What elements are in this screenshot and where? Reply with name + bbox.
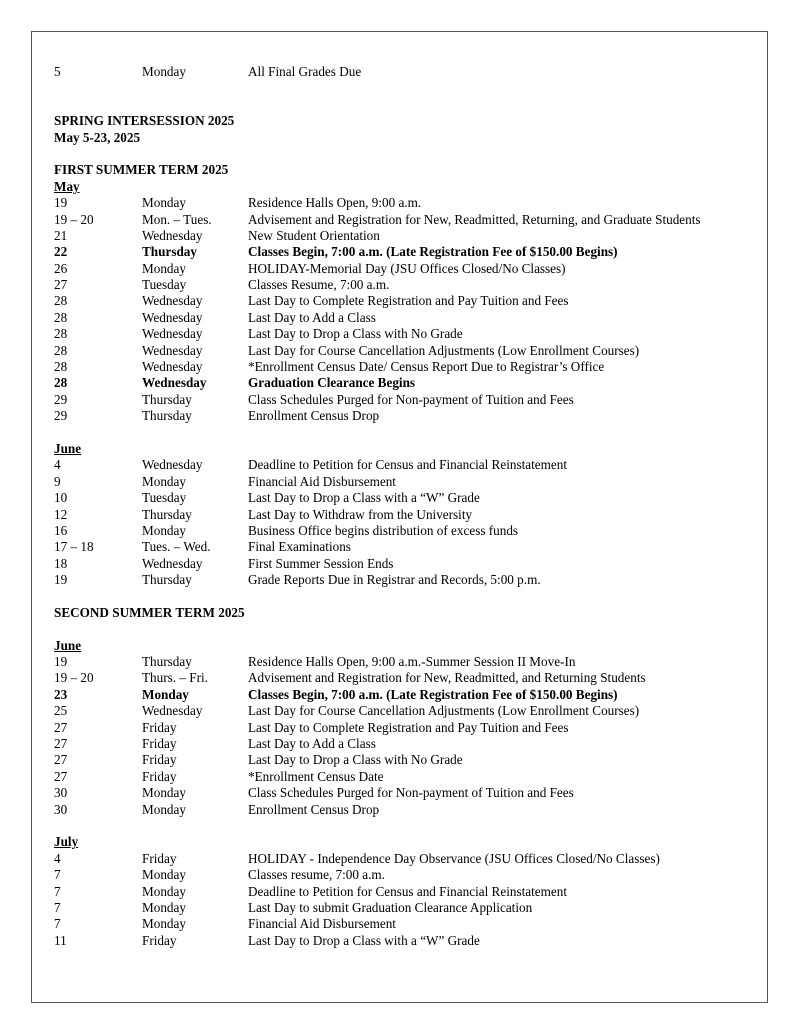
row-day: Monday: [142, 916, 186, 932]
row-event: Last Day to Drop a Class with No Grade: [248, 326, 463, 342]
row-day: Monday: [142, 64, 186, 79]
calendar-row: [54, 261, 764, 277]
row-day: Monday: [142, 801, 186, 817]
row-date: 18: [54, 555, 68, 571]
spacer: [54, 146, 764, 162]
first-summer-may-rows: [54, 195, 764, 424]
calendar-row: [54, 687, 764, 703]
row-date: 19 – 20: [54, 670, 94, 686]
row-day: Mon. – Tues.: [142, 211, 212, 227]
spring-intersession-dates: May 5-23, 2025: [54, 129, 141, 145]
calendar-row: [54, 343, 764, 359]
spacer: [54, 818, 764, 834]
calendar-row: [54, 392, 764, 408]
row-day: Thursday: [142, 654, 192, 670]
row-event: *Enrollment Census Date/ Census Report Due to Registrar’s Office: [248, 359, 605, 375]
row-day: Tues. – Wed.: [142, 539, 211, 555]
calendar-row: [54, 785, 764, 801]
row-day: Wednesday: [142, 555, 203, 571]
row-date: 28: [54, 359, 68, 375]
row-date: 27: [54, 736, 68, 752]
calendar-row: [54, 572, 764, 588]
top-rows: [54, 64, 764, 80]
row-event: Last Day to Withdraw from the University: [248, 506, 473, 522]
row-date: 4: [54, 850, 61, 866]
row-event: Last Day to Drop a Class with No Grade: [248, 752, 463, 768]
row-event: Last Day to Add a Class: [248, 309, 376, 325]
calendar-row: [54, 507, 764, 523]
row-event: Last Day to submit Graduation Clearance Application: [248, 899, 533, 915]
calendar-row: [54, 228, 764, 244]
row-event: Last Day for Course Cancellation Adjustments (Low Enrollment Courses): [248, 342, 640, 358]
row-day: Thursday: [142, 506, 192, 522]
calendar-row: [54, 293, 764, 309]
row-event: Enrollment Census Drop: [248, 801, 380, 817]
row-day: Wednesday: [142, 326, 203, 342]
row-day: Monday: [142, 899, 186, 915]
spacer: [54, 621, 764, 637]
row-day: Thurs. – Fri.: [142, 670, 208, 686]
row-event: Business Office begins distribution of excess funds: [248, 522, 519, 538]
row-day: Monday: [142, 522, 186, 538]
row-day: Friday: [142, 719, 177, 735]
row-event: Financial Aid Disbursement: [248, 916, 396, 932]
row-event: Last Day for Course Cancellation Adjustments (Low Enrollment Courses): [248, 703, 640, 719]
row-day: Thursday: [142, 572, 192, 588]
row-event: Grade Reports Due in Registrar and Records, 5:00 p.m.: [248, 572, 541, 588]
row-day: Wednesday: [142, 309, 203, 325]
row-event: Last Day to Complete Registration and Pay Tuition and Fees: [248, 719, 569, 735]
row-day: Friday: [142, 736, 177, 752]
row-event: Classes resume, 7:00 a.m.: [248, 867, 385, 883]
calendar-row: [54, 277, 764, 293]
calendar-row: [54, 457, 764, 473]
row-date: 7: [54, 883, 61, 899]
calendar-row: [54, 884, 764, 900]
spring-intersession-title: SPRING INTERSESSION 2025: [54, 113, 235, 129]
row-event: *Enrollment Census Date: [248, 768, 384, 784]
month-heading-may: May: [54, 178, 80, 194]
calendar-row: [54, 670, 764, 686]
row-day: Wednesday: [142, 293, 203, 309]
row-event: HOLIDAY - Independence Day Observance (JSU Offices Closed/No Classes): [248, 850, 660, 866]
row-event: Financial Aid Disbursement: [248, 473, 396, 489]
row-date: 7: [54, 867, 61, 883]
row-day: Thursday: [142, 391, 192, 407]
row-date: 19: [54, 195, 68, 211]
row-date: 19: [54, 572, 68, 588]
calendar-row: [54, 490, 764, 506]
second-summer-term-title: SECOND SUMMER TERM 2025: [54, 604, 245, 620]
row-event: Residence Halls Open, 9:00 a.m.-Summer Session II Move-In: [248, 654, 576, 670]
academic-calendar: [54, 64, 764, 949]
calendar-row: [54, 720, 764, 736]
row-event: Deadline to Petition for Census and Financial Reinstatement: [248, 883, 567, 899]
calendar-row: [54, 851, 764, 867]
row-event: Class Schedules Purged for Non-payment of Tuition and Fees: [248, 391, 574, 407]
row-date: 19 – 20: [54, 211, 94, 227]
row-date: 29: [54, 408, 68, 424]
row-date: 29: [54, 391, 68, 407]
row-date: 19: [54, 654, 68, 670]
row-date: 30: [54, 785, 68, 801]
row-date: 12: [54, 506, 68, 522]
row-day: Monday: [142, 686, 189, 702]
first-summer-june-rows: [54, 457, 764, 588]
calendar-row: [54, 474, 764, 490]
row-event: New Student Orientation: [248, 227, 380, 243]
calendar-row: [54, 64, 764, 80]
row-date: 27: [54, 768, 68, 784]
second-summer-june-rows: [54, 654, 764, 818]
calendar-row: [54, 539, 764, 555]
row-event: HOLIDAY-Memorial Day (JSU Offices Closed/No Classes): [248, 260, 566, 276]
row-date: 28: [54, 293, 68, 309]
row-event: Last Day to Add a Class: [248, 736, 376, 752]
row-day: Monday: [142, 867, 186, 883]
row-event: Classes Begin, 7:00 a.m. (Late Registration Fee of $150.00 Begins): [248, 244, 618, 260]
row-day: Monday: [142, 260, 186, 276]
calendar-row: [54, 556, 764, 572]
row-day: Thursday: [142, 408, 192, 424]
row-date: 30: [54, 801, 68, 817]
spacer: [54, 589, 764, 605]
row-event: Residence Halls Open, 9:00 a.m.: [248, 195, 422, 211]
row-date: 4: [54, 457, 61, 473]
first-summer-term-title: FIRST SUMMER TERM 2025: [54, 162, 229, 178]
row-date: 23: [54, 686, 68, 702]
row-date: 21: [54, 227, 68, 243]
row-date: 7: [54, 916, 61, 932]
spacer: [54, 80, 764, 113]
row-date: 10: [54, 490, 68, 506]
calendar-row: [54, 769, 764, 785]
month-heading-june: June: [54, 637, 82, 653]
row-event: Last Day to Drop a Class with a “W” Grade: [248, 932, 480, 948]
row-event: All Final Grades Due: [248, 64, 362, 79]
row-date: 5: [54, 64, 61, 79]
calendar-row: [54, 326, 764, 342]
month-heading-july: July: [54, 834, 79, 850]
row-day: Tuesday: [142, 490, 187, 506]
row-event: Advisement and Registration for New, Readmitted, and Returning Students: [248, 670, 646, 686]
calendar-row: [54, 752, 764, 768]
row-date: 26: [54, 260, 68, 276]
row-date: 11: [54, 932, 67, 948]
row-day: Monday: [142, 473, 186, 489]
row-day: Friday: [142, 752, 177, 768]
row-event: Classes Begin, 7:00 a.m. (Late Registration Fee of $150.00 Begins): [248, 686, 618, 702]
row-date: 28: [54, 375, 68, 391]
row-date: 25: [54, 703, 68, 719]
row-day: Wednesday: [142, 703, 203, 719]
row-day: Friday: [142, 850, 177, 866]
row-date: 17 – 18: [54, 539, 94, 555]
calendar-row: [54, 933, 764, 949]
calendar-row: [54, 736, 764, 752]
calendar-row: [54, 195, 764, 211]
calendar-row: [54, 375, 764, 391]
row-event: Last Day to Complete Registration and Pay Tuition and Fees: [248, 293, 569, 309]
row-day: Monday: [142, 883, 186, 899]
calendar-row: [54, 867, 764, 883]
row-event: Classes Resume, 7:00 a.m.: [248, 277, 390, 293]
row-date: 28: [54, 326, 68, 342]
calendar-row: [54, 900, 764, 916]
calendar-row: [54, 916, 764, 932]
calendar-row: [54, 523, 764, 539]
row-day: Wednesday: [142, 227, 203, 243]
row-date: 7: [54, 899, 61, 915]
row-date: 27: [54, 752, 68, 768]
row-date: 9: [54, 473, 61, 489]
calendar-row: [54, 310, 764, 326]
row-day: Wednesday: [142, 342, 203, 358]
second-summer-july-rows: [54, 851, 764, 949]
row-day: Friday: [142, 768, 177, 784]
row-date: 27: [54, 719, 68, 735]
row-event: Last Day to Drop a Class with a “W” Grade: [248, 490, 480, 506]
row-date: 27: [54, 277, 68, 293]
calendar-row: [54, 703, 764, 719]
calendar-row: [54, 212, 764, 228]
month-heading-june: June: [54, 441, 82, 456]
row-day: Monday: [142, 195, 186, 211]
row-day: Thursday: [142, 244, 197, 260]
row-event: Final Examinations: [248, 539, 351, 555]
row-event: Graduation Clearance Begins: [248, 375, 416, 391]
row-event: First Summer Session Ends: [248, 555, 394, 571]
row-day: Wednesday: [142, 457, 203, 473]
row-day: Monday: [142, 785, 186, 801]
calendar-row: [54, 802, 764, 818]
row-day: Wednesday: [142, 375, 207, 391]
calendar-row: [54, 654, 764, 670]
row-date: 28: [54, 342, 68, 358]
calendar-row: [54, 244, 764, 260]
row-day: Tuesday: [142, 277, 187, 293]
row-date: 28: [54, 309, 68, 325]
calendar-row: [54, 359, 764, 375]
row-event: Advisement and Registration for New, Readmitted, Returning, and Graduate Students: [248, 211, 701, 227]
row-day: Wednesday: [142, 359, 203, 375]
row-day: Friday: [142, 932, 177, 948]
row-date: 16: [54, 522, 68, 538]
row-event: Enrollment Census Drop: [248, 408, 380, 424]
row-date: 22: [54, 244, 68, 260]
spacer: [54, 425, 764, 441]
calendar-row: [54, 408, 764, 424]
row-event: Class Schedules Purged for Non-payment of Tuition and Fees: [248, 785, 574, 801]
row-event: Deadline to Petition for Census and Financial Reinstatement: [248, 457, 567, 473]
